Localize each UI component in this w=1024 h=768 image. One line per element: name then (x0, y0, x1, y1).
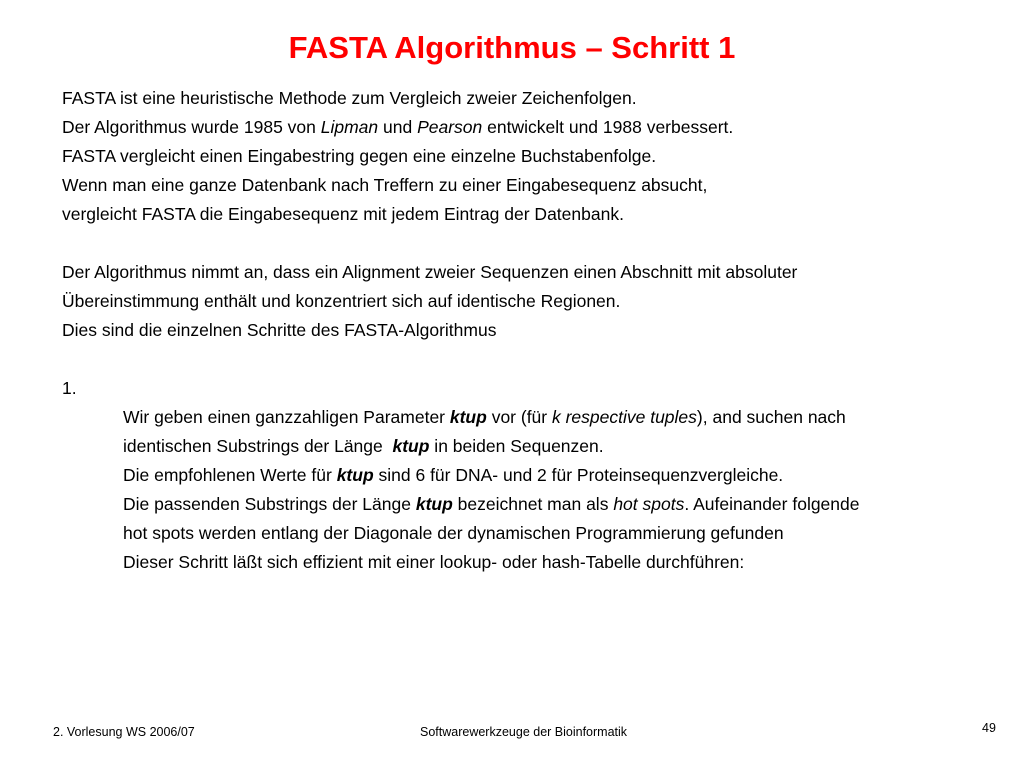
footer-course: Softwarewerkzeuge der Bioinformatik (420, 725, 628, 739)
para2-line-2: Übereinstimmung enthält und konzentriert sich auf identische Regionen. (62, 291, 621, 311)
text-span: Der Algorithmus wurde 1985 von (62, 117, 321, 137)
step-line-6: Dieser Schritt läßt sich effizient mit einer lookup- oder hash-Tabelle durchführen: (123, 552, 745, 572)
ktup-term: ktup (415, 494, 453, 514)
intro-line-1: FASTA ist eine heuristische Methode zum Vergleich zweier Zeichenfolgen. (62, 88, 637, 108)
step-number: 1. (62, 378, 77, 398)
step-line-3 (62, 461, 1002, 490)
step-line-5: hot spots werden entlang der Diagonale der dynamischen Programmierung gefunden (123, 523, 784, 543)
ktup-term: ktup (336, 465, 374, 485)
author-lipman: Lipman (320, 117, 379, 137)
spacer (62, 229, 1002, 258)
ktup-term: ktup (392, 436, 430, 456)
text-span: Die passenden Substrings der Länge (123, 494, 416, 514)
para2-line-3: Dies sind die einzelnen Schritte des FASTA-Algorithmus (62, 320, 497, 340)
text-span: in beiden Sequenzen. (429, 436, 604, 456)
slide-title: FASTA Algorithmus – Schritt 1 (288, 30, 736, 65)
text-span: Die empfohlenen Werte für (123, 465, 337, 485)
text-span: . Aufeinander folgende (684, 494, 860, 514)
hot-spots-term: hot spots (613, 494, 685, 514)
text-span: identischen Substrings der Länge (123, 436, 393, 456)
slide-body (62, 84, 1002, 577)
text-span: entwickelt und 1988 verbessert. (482, 117, 734, 137)
footer-lecture: 2. Vorlesung WS 2006/07 (53, 725, 195, 739)
author-pearson: Pearson (417, 117, 483, 137)
text-span: Wir geben einen ganzzahligen Parameter (123, 407, 450, 427)
text-span: bezeichnet man als (452, 494, 614, 514)
k-respective-tuples-term: k respective tuples (551, 407, 697, 427)
text-span: ), and suchen nach (696, 407, 846, 427)
intro-line-4: Wenn man eine ganze Datenbank nach Treffern zu einer Eingabesequenz absucht, (62, 175, 708, 195)
step-line-4 (62, 490, 1002, 519)
step-line-2 (62, 432, 1002, 461)
intro-line-2 (62, 113, 1002, 142)
text-span: sind 6 für DNA- und 2 für Proteinsequenzvergleiche. (373, 465, 784, 485)
intro-line-3: FASTA vergleicht einen Eingabestring gegen eine einzelne Buchstabenfolge. (62, 146, 657, 166)
ktup-term: ktup (449, 407, 487, 427)
para2-line-1: Der Algorithmus nimmt an, dass ein Alignment zweier Sequenzen einen Abschnitt mit absoluter (62, 262, 798, 282)
text-span: vor (für (486, 407, 552, 427)
intro-line-5: vergleicht FASTA die Eingabesequenz mit jedem Eintrag der Datenbank. (62, 204, 624, 224)
page-number: 49 (982, 721, 996, 735)
text-span: und (378, 117, 418, 137)
spacer (62, 345, 1002, 374)
step-line-1 (62, 403, 1002, 432)
